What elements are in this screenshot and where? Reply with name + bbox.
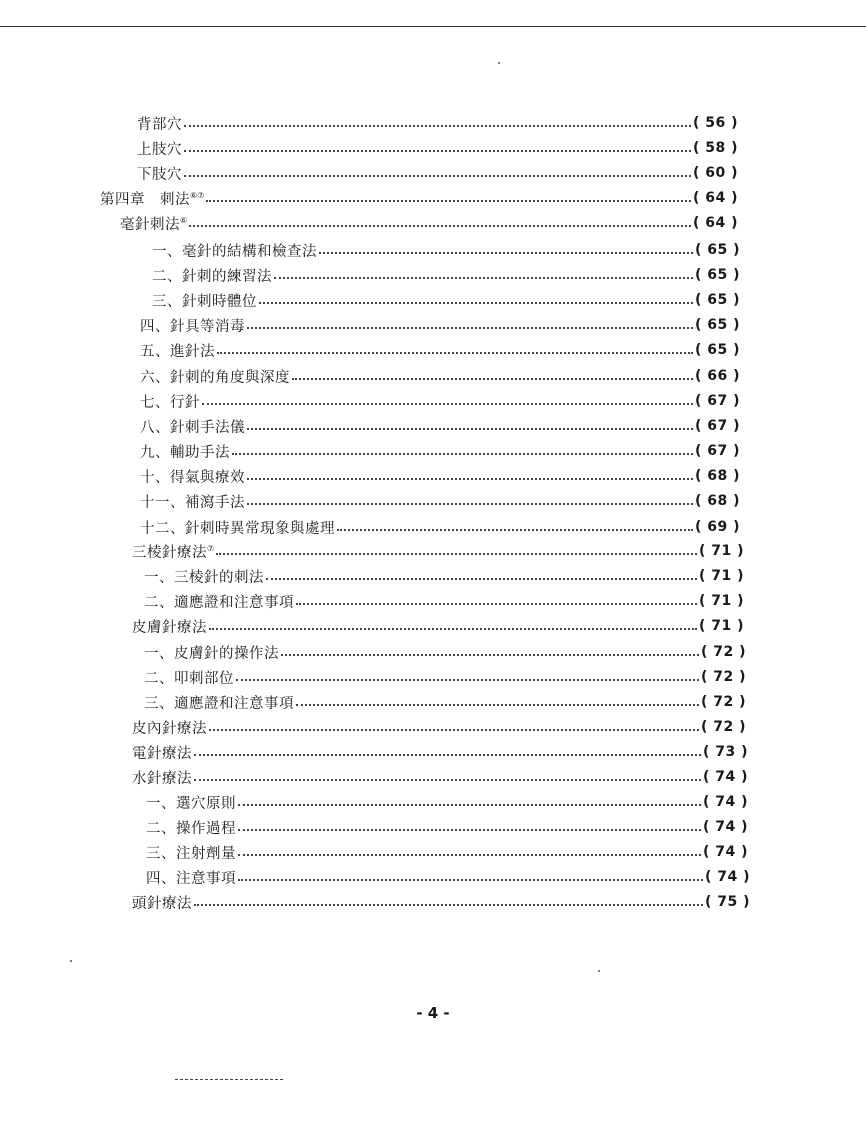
- toc-entry-title-text: 二、適應證和注意事項: [144, 594, 294, 611]
- dot-leader: [274, 277, 693, 279]
- dot-leader: [247, 503, 693, 505]
- toc-entry-title-text: 三、針刺時體位: [152, 293, 257, 310]
- toc-entry: [140, 516, 740, 538]
- toc-entry-page: ( 71 ): [698, 568, 744, 584]
- dot-leader: [238, 854, 701, 856]
- toc-entry-title: [146, 867, 236, 888]
- toc-entry-title: [144, 642, 279, 663]
- dot-leader: [292, 378, 693, 380]
- toc-entry-title-text: 頭針療法: [132, 895, 192, 912]
- dot-leader: [184, 125, 691, 127]
- toc-entry-page: ( 67 ): [694, 418, 740, 434]
- toc-entry: [140, 390, 740, 412]
- toc-entry-title: [146, 792, 236, 813]
- toc-entry: [144, 641, 746, 663]
- toc-entry-title-text: 一、三棱針的刺法: [144, 569, 264, 586]
- toc-entry-title-text: 六、針刺的角度與深度: [140, 369, 290, 386]
- dot-leader: [266, 578, 697, 580]
- dot-leader: [296, 704, 699, 706]
- toc-entry-page: ( 72 ): [700, 719, 746, 735]
- toc-entry: [132, 716, 746, 738]
- toc-entry-page: ( 64 ): [692, 190, 738, 206]
- toc-entry-title: [132, 616, 207, 637]
- toc-entry-page: ( 65 ): [694, 342, 740, 358]
- toc-entry: [152, 239, 740, 261]
- toc-entry-page: ( 74 ): [702, 769, 748, 785]
- dot-leader: [206, 200, 691, 202]
- toc-entry: [152, 264, 740, 286]
- toc-entry-title-text: 七、行針: [140, 394, 200, 411]
- toc-entry-title-text: 十一、補瀉手法: [140, 494, 245, 511]
- toc-entry-page: ( 68 ): [694, 493, 740, 509]
- toc-entry-title: [100, 188, 204, 209]
- toc-entry-title-text: 上肢穴: [137, 141, 182, 158]
- dot-leader: [209, 628, 697, 630]
- toc-entry-title-text: 皮內針療法: [132, 720, 207, 737]
- toc-entry-title: [132, 541, 214, 562]
- toc-entry-page: ( 75 ): [704, 894, 750, 910]
- toc-entry-page: ( 68 ): [694, 468, 740, 484]
- top-rule: [0, 26, 866, 27]
- toc-entry: [146, 866, 750, 888]
- toc-entry: [100, 187, 738, 209]
- toc-entry-title-text: 九、輔助手法: [140, 444, 230, 461]
- toc-entry-page: ( 67 ): [694, 443, 740, 459]
- toc-entry: [144, 691, 746, 713]
- dot-leader: [259, 302, 693, 304]
- toc-entry-title: [152, 290, 257, 311]
- toc-entry-page: ( 60 ): [692, 165, 738, 181]
- dot-leader: [189, 225, 691, 227]
- toc-entry-page: ( 56 ): [692, 115, 738, 131]
- toc-entry-title-text: 水針療法: [132, 770, 192, 787]
- toc-entry: [146, 816, 748, 838]
- toc-entry-title-text: 皮膚針療法: [132, 619, 207, 636]
- toc-entry-page: ( 73 ): [702, 744, 748, 760]
- toc-entry: [137, 112, 738, 134]
- toc-entry: [140, 314, 740, 336]
- toc-entry-title: [146, 842, 236, 863]
- toc-entry-page: ( 65 ): [694, 292, 740, 308]
- toc-entry: [140, 415, 740, 437]
- toc-entry: [146, 791, 748, 813]
- dot-leader: [247, 428, 693, 430]
- toc-entry-page: ( 72 ): [700, 694, 746, 710]
- toc-entry-title: [152, 240, 317, 261]
- dot-leader: [247, 478, 693, 480]
- footnote-marker: ⑥⑦: [190, 190, 205, 200]
- toc-entry-page: ( 65 ): [694, 242, 740, 258]
- toc-entry-title: [132, 717, 207, 738]
- dot-leader: [238, 829, 701, 831]
- toc-entry-title-text: 二、操作過程: [146, 820, 236, 837]
- toc-entry-page: ( 74 ): [702, 819, 748, 835]
- toc-entry-page: ( 65 ): [694, 317, 740, 333]
- toc-entry: [146, 841, 748, 863]
- toc-entry: [132, 540, 744, 562]
- toc-entry-page: ( 71 ): [698, 593, 744, 609]
- toc-entry-page: ( 58 ): [692, 140, 738, 156]
- toc-entry-title-text: 八、針刺手法儀: [140, 419, 245, 436]
- dot-leader: [319, 252, 693, 254]
- toc-entry-page: ( 69 ): [694, 519, 740, 535]
- toc-entry-title-text: 下肢穴: [137, 166, 182, 183]
- dot-leader: [209, 729, 699, 731]
- toc-entry: [137, 162, 738, 184]
- toc-entry: [140, 365, 740, 387]
- toc-entry: [140, 490, 740, 512]
- toc-entry-title: [132, 892, 192, 913]
- toc-entry-title: [144, 566, 264, 587]
- page-number: - 4 -: [416, 1004, 450, 1022]
- dot-leader: [194, 904, 703, 906]
- toc-entry: [144, 590, 744, 612]
- toc-entry-page: ( 67 ): [694, 393, 740, 409]
- scan-speck: [598, 970, 600, 972]
- dot-leader: [217, 352, 693, 354]
- toc-entry-title: [137, 113, 182, 134]
- toc-entry-title: [152, 265, 272, 286]
- toc-entry-title: [146, 817, 236, 838]
- scan-speck: [70, 960, 72, 962]
- scan-speck: [498, 62, 500, 64]
- toc-entry-page: ( 65 ): [694, 267, 740, 283]
- toc-entry: [140, 465, 740, 487]
- toc-entry-title-text: 毫針刺法: [120, 216, 180, 233]
- dot-leader: [281, 654, 699, 656]
- toc-entry-title-text: 電針療法: [132, 745, 192, 762]
- dot-leader: [337, 529, 693, 531]
- toc-entry: [120, 212, 738, 234]
- toc-entry-title-text: 四、針具等消毒: [140, 318, 245, 335]
- toc-entry-title: [140, 491, 245, 512]
- dot-leader: [194, 779, 701, 781]
- dot-leader: [236, 679, 699, 681]
- toc-entry-title-text: 十二、針刺時異常現象與處理: [140, 520, 335, 537]
- dot-leader: [296, 603, 697, 605]
- dot-leader: [184, 175, 691, 177]
- toc-entry-title-text: 三、注射劑量: [146, 845, 236, 862]
- footnote-marker: ⑦: [207, 543, 215, 553]
- toc-entry: [144, 666, 746, 688]
- toc-entry: [132, 741, 748, 763]
- toc-entry-title: [144, 591, 294, 612]
- dot-leader: [238, 804, 701, 806]
- toc-entry-page: ( 66 ): [694, 368, 740, 384]
- toc-entry-title-text: 背部穴: [137, 116, 182, 133]
- toc-entry-title: [140, 315, 245, 336]
- toc-entry-title: [144, 667, 234, 688]
- toc-entry-title: [137, 138, 182, 159]
- toc-entry-title: [132, 767, 192, 788]
- toc-entry: [140, 440, 740, 462]
- dot-leader: [232, 453, 693, 455]
- toc-entry-title: [132, 742, 192, 763]
- toc-entry-page: ( 72 ): [700, 669, 746, 685]
- toc-entry-page: ( 71 ): [698, 618, 744, 634]
- dot-leader: [216, 553, 697, 555]
- toc-entry-page: ( 74 ): [702, 844, 748, 860]
- dot-leader: [247, 327, 693, 329]
- toc-entry: [144, 565, 744, 587]
- dot-leader: [194, 754, 701, 756]
- toc-entry-title: [140, 391, 200, 412]
- toc-entry-title-text: 五、進針法: [140, 343, 215, 360]
- toc-entry: [132, 891, 750, 913]
- toc-entry-title: [140, 366, 290, 387]
- toc-entry-page: ( 71 ): [698, 543, 744, 559]
- toc-entry-page: ( 72 ): [700, 644, 746, 660]
- dot-leader: [184, 150, 691, 152]
- toc-entry: [140, 339, 740, 361]
- toc-entry-title-text: 二、叩刺部位: [144, 670, 234, 687]
- toc-entry-title-text: 一、選穴原則: [146, 795, 236, 812]
- toc-entry-title: [140, 340, 215, 361]
- toc-entry: [152, 289, 740, 311]
- toc-entry-page: ( 74 ): [704, 869, 750, 885]
- toc-entry-title-text: 二、針刺的練習法: [152, 268, 272, 285]
- toc-entry-page: ( 64 ): [692, 215, 738, 231]
- footnote-marker: ⑥: [180, 215, 188, 225]
- toc-entry: [132, 615, 744, 637]
- toc-entry-title: [140, 416, 245, 437]
- toc-entry: [137, 137, 738, 159]
- toc-entry-title-text: 一、皮膚針的操作法: [144, 645, 279, 662]
- toc-entry-page: ( 74 ): [702, 794, 748, 810]
- toc-entry: [132, 766, 748, 788]
- toc-entry-title-text: 三棱針療法: [132, 544, 207, 561]
- dot-leader: [202, 403, 693, 405]
- toc-entry-title-text: 第四章 刺法: [100, 191, 190, 208]
- toc-entry-title-text: 十、得氣與療效: [140, 469, 245, 486]
- toc-entry-title: [140, 441, 230, 462]
- toc-entry-title-text: 一、毫針的結構和檢查法: [152, 243, 317, 260]
- toc-entry-title: [137, 163, 182, 184]
- toc-entry-title: [140, 466, 245, 487]
- bottom-mark: [175, 1079, 283, 1080]
- toc-entry-title: [144, 692, 294, 713]
- toc-entry-title: [120, 213, 187, 234]
- toc-entry-title-text: 三、適應證和注意事項: [144, 695, 294, 712]
- toc-entry-title-text: 四、注意事項: [146, 870, 236, 887]
- dot-leader: [238, 879, 703, 881]
- toc-entry-title: [140, 517, 335, 538]
